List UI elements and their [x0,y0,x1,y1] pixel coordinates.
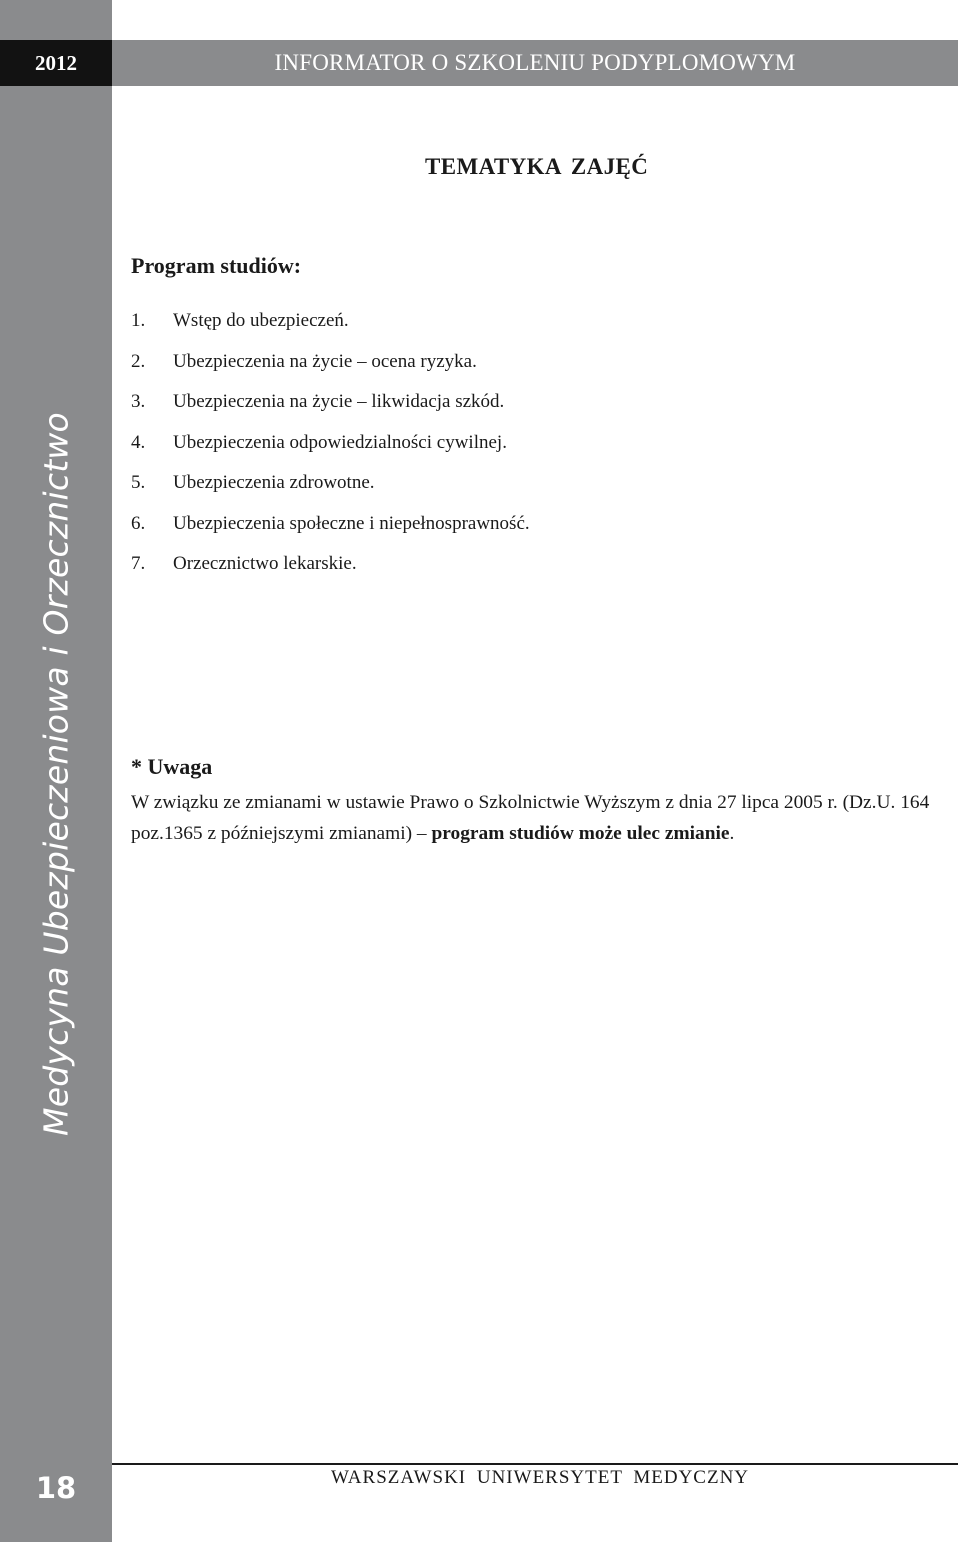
header-title: INFORMATOR O SZKOLENIU PODYPLOMOWYM [112,40,958,86]
footer-divider [112,1463,958,1465]
note-heading: * Uwaga [131,754,213,779]
list-item [131,469,530,510]
program-heading: Program studiów: [131,253,302,278]
list-item-number: 4. [131,431,146,453]
list-item-number: 5. [131,472,146,493]
program-list [131,307,530,591]
list-item-text: Ubezpieczenia odpowiedzialności cywilnej. [173,431,507,453]
list-item-number: 2. [131,350,146,372]
list-item [131,429,530,470]
list-item [131,550,530,591]
list-item-number: 7. [131,553,146,574]
list-item-text: Ubezpieczenia na życie – likwidacja szkód. [173,391,505,412]
list-item-text: Ubezpieczenia zdrowotne. [173,472,375,493]
list-item-number: 3. [131,391,146,412]
footer-text: WARSZAWSKI UNIWERSYTET MEDYCZNY [330,1467,750,1488]
section-title: TEMATYKA ZAJĘĆ [425,154,649,179]
list-item-number: 6. [131,512,146,534]
list-item [131,348,530,389]
note-body-emphasis: program studiów może ulec zmianie [431,823,730,844]
list-item-number: 1. [131,310,146,331]
list-item-text: Orzecznictwo lekarskie. [173,553,357,574]
list-item [131,388,530,429]
list-item [131,307,530,348]
note-body [131,787,959,849]
header-year: 2012 [0,40,112,86]
note-body-text: W związku ze zmianami w ustawie Prawo o Szkolnictwie Wyższym z dnia 27 lipca 2005 r. (Dz.U. 164 poz.1365 z późniejszymi zmianami) – [131,792,930,844]
list-item-text: Ubezpieczenia społeczne i niepełnosprawność. [173,512,530,534]
sidebar-vertical-title: Medycyna Ubezpieczeniowa i Orzecznictwo [36,412,76,1136]
list-item-text: Ubezpieczenia na życie – ocena ryzyka. [173,350,477,372]
list-item [131,510,530,551]
note-body-end: . [729,823,735,844]
page-number: 18 [35,1471,77,1505]
list-item-text: Wstęp do ubezpieczeń. [173,310,349,331]
